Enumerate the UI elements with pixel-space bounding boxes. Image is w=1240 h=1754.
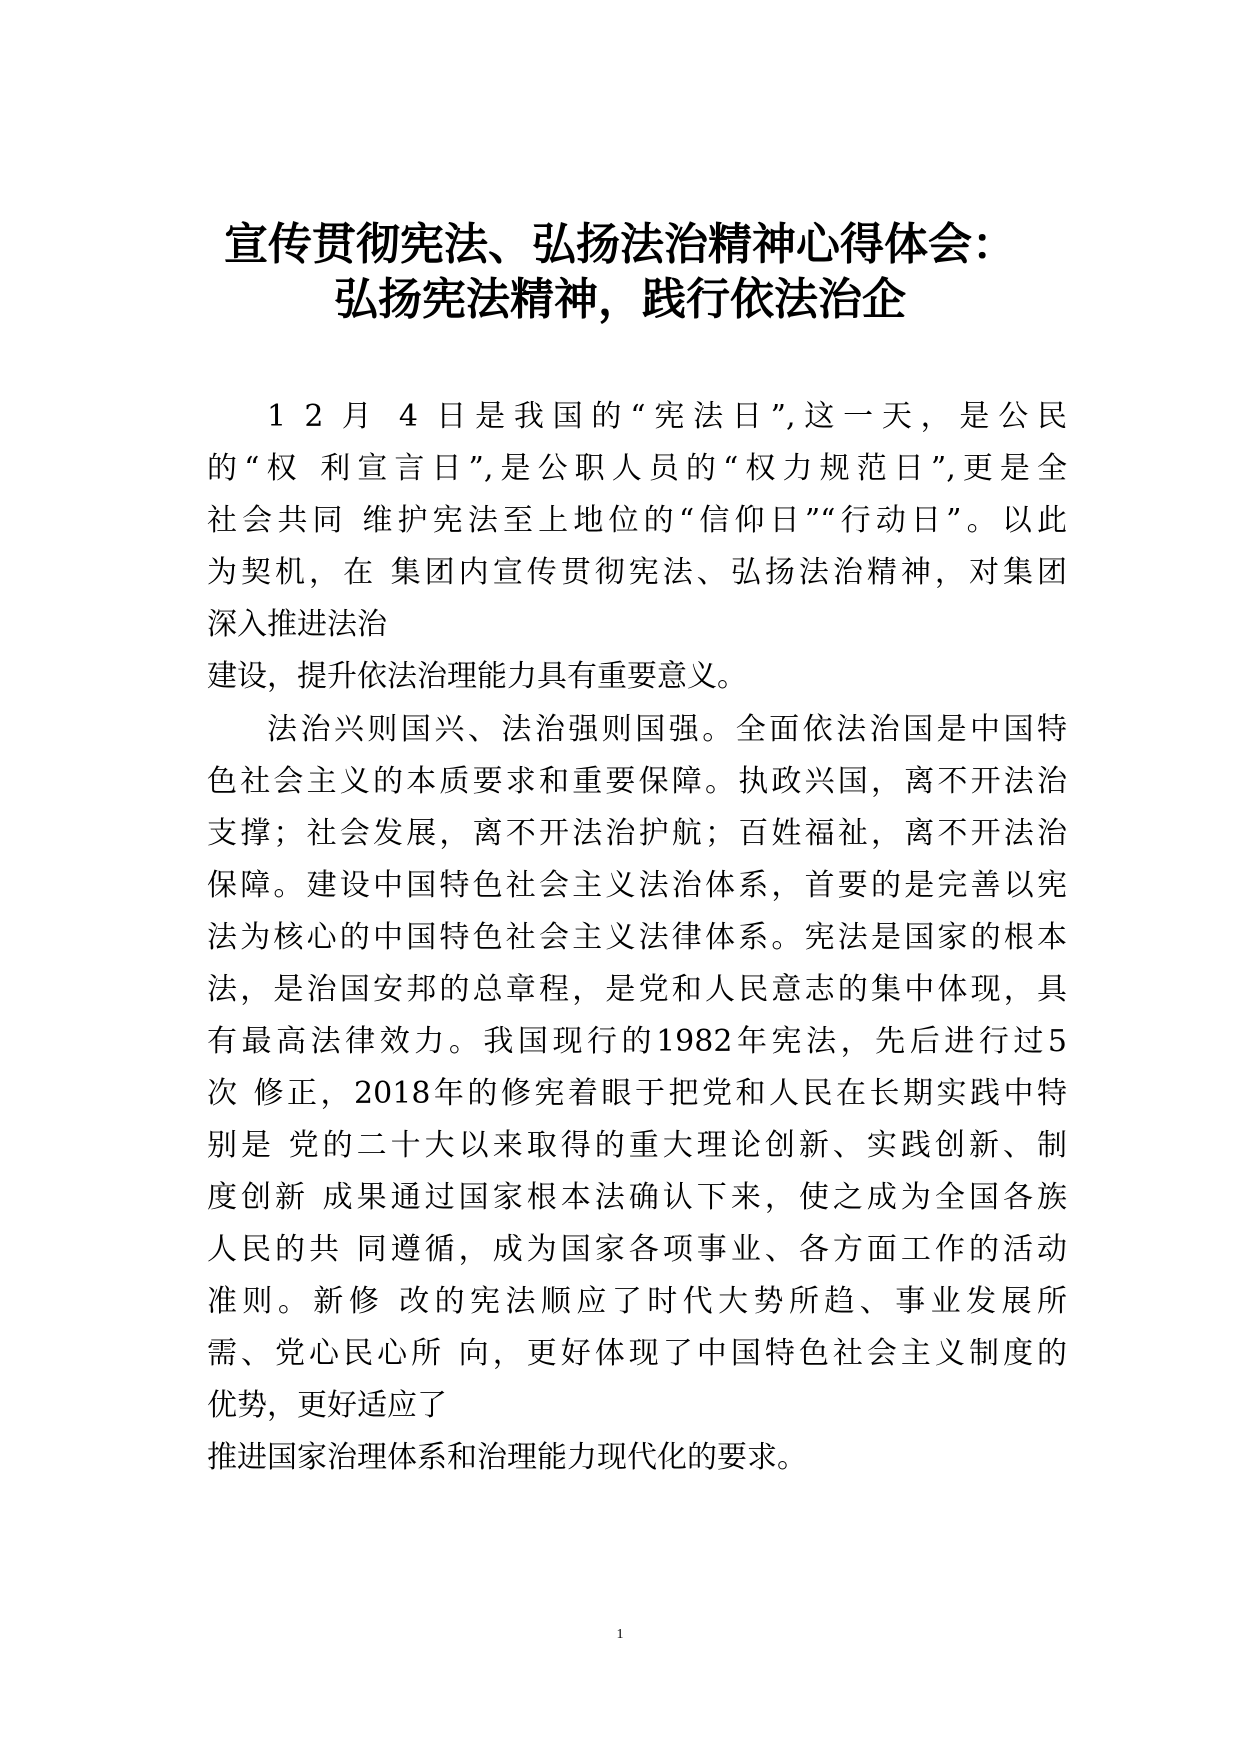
paragraph-1-line: 建设，提升依法治理能力具有重要意义。 — [207, 659, 747, 694]
paragraph-2-line: 度创新 成果通过国家根本法确认下来，使之成为全国各族 — [207, 1180, 1067, 1215]
paragraph-2-line: 优势，更好适应了 — [207, 1388, 447, 1423]
paragraph-2-line: 准则。新修 改的宪法顺应了时代大势所趋、事业发展所 — [207, 1284, 1067, 1319]
paragraph-2-line: 别是 党的二十大以来取得的重大理论创新、实践创新、制 — [207, 1128, 1067, 1163]
paragraph-2-line: 有最高法律效力。我国现行的1982年宪法，先后进行过5 — [207, 1024, 1067, 1059]
page-number: 1 — [616, 1627, 624, 1642]
paragraph-2-line: 人民的共 同遵循，成为国家各项事业、各方面工作的活动 — [207, 1232, 1067, 1267]
paragraph-2-line: 次 修正，2018年的修宪着眼于把党和人民在长期实践中特 — [207, 1076, 1067, 1111]
paragraph-2-line: 需、党心民心所 向，更好体现了中国特色社会主义制度的 — [207, 1336, 1067, 1371]
paragraph-1-line: 社会共同 维护宪法至上地位的“信仰日”“行动日”。以此 — [207, 503, 1067, 538]
title-line-2: 弘扬宪法精神，践行依法治企 — [334, 274, 906, 325]
paragraph-2-line: 色社会主义的本质要求和重要保障。执政兴国，离不开法治 — [207, 764, 1067, 799]
paragraph-2-line: 支撑；社会发展，离不开法治护航；百姓福祉，离不开法治 — [207, 816, 1067, 851]
paragraph-1-line: 为契机，在 集团内宣传贯彻宪法、弘扬法治精神，对集团 — [207, 555, 1067, 590]
paragraph-2-line: 推进国家治理体系和治理能力现代化的要求。 — [207, 1440, 807, 1475]
paragraph-1-line: 1 2 月 4 日是我国的“宪法日”,这一天，是公民 — [267, 399, 1067, 434]
paragraph-2-line: 法为核心的中国特色社会主义法律体系。宪法是国家的根本 — [207, 920, 1067, 955]
title-line-1: 宣传贯彻宪法、弘扬法治精神心得体会： — [224, 219, 1016, 270]
paragraph-2-line: 保障。建设中国特色社会主义法治体系，首要的是完善以宪 — [207, 868, 1067, 903]
paragraph-1-line: 的“权 利宣言日”,是公职人员的“权力规范日”,更是全 — [207, 451, 1067, 486]
paragraph-1-line: 深入推进法治 — [207, 607, 387, 642]
paragraph-2-line: 法，是治国安邦的总章程，是党和人民意志的集中体现，具 — [207, 972, 1067, 1007]
paragraph-2-line: 法治兴则国兴、法治强则国强。全面依法治国是中国特 — [267, 712, 1067, 747]
